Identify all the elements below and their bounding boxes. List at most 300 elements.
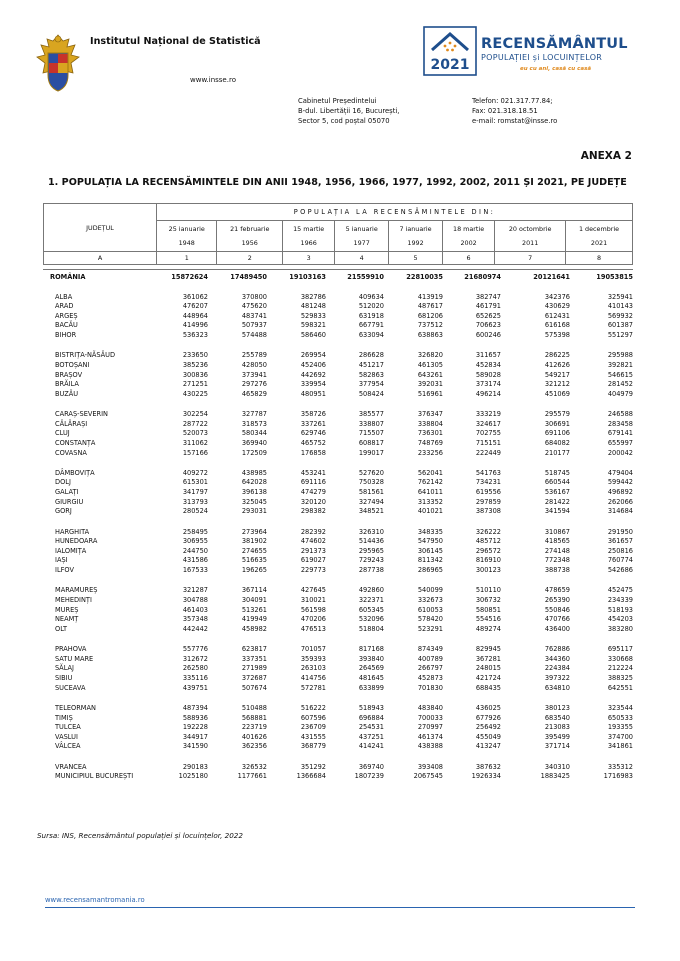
county-name: PRAHOVA [55,645,87,654]
census-date-header [283,221,335,252]
census-year: 2002 [460,239,477,247]
population-value: 608817 [358,438,384,447]
contact-block [472,96,557,126]
population-value: 485712 [475,537,501,546]
population-value: 496892 [607,488,633,497]
table-row [43,537,633,547]
population-value: 327787 [241,410,267,419]
population-value: 172509 [241,448,267,457]
population-value: 476513 [300,624,326,633]
county-name: DOLJ [55,478,71,487]
county-name: OLT [55,624,67,633]
county-name: BRAȘOV [55,370,83,379]
email[interactable]: e-mail: romstat@insse.ro [472,117,558,125]
population-value: 580344 [241,429,267,438]
census-date-header [389,221,443,252]
population-value: 351292 [300,762,326,771]
table-row [43,469,633,479]
population-value: 409272 [182,468,208,477]
population-value: 306955 [182,537,208,546]
population-value: 430629 [544,302,570,311]
county-name: GIURGIU [55,497,84,506]
population-value: 271251 [182,380,208,389]
population-value: 313793 [182,497,208,506]
population-value: 455049 [475,732,501,741]
population-value: 21680974 [464,273,501,281]
population-value: 338807 [358,419,384,428]
population-value: 536167 [544,488,570,497]
population-value: 388325 [607,673,633,682]
address-block [298,96,399,126]
census-2021-logo-icon [423,26,477,76]
population-value: 325045 [241,497,267,506]
population-value: 641011 [417,488,443,497]
table-row [43,547,633,557]
population-value: 541763 [475,468,501,477]
population-value: 323544 [607,703,633,712]
census-date: 25 ianuarie [168,225,205,233]
population-value: 715151 [475,438,501,447]
population-value: 325941 [607,292,633,301]
population-value: 258495 [182,527,208,536]
population-value: 691106 [544,429,570,438]
census-date-header [495,221,566,252]
population-value: 507937 [241,321,267,330]
population-value: 224384 [544,664,570,673]
census-date: 20 octombrie [508,225,552,233]
population-value: 339954 [300,380,326,389]
population-value: 310867 [544,527,570,536]
population-value: 520073 [182,429,208,438]
population-value: 633899 [358,683,384,692]
population-value: 254531 [358,723,384,732]
column-index: 6 [442,252,494,265]
population-value: 569932 [607,311,633,320]
population-value: 691116 [300,478,326,487]
column-index: 5 [389,252,443,265]
column-index: 8 [566,252,633,265]
population-value: 250816 [607,546,633,555]
population-value: 1366684 [296,772,326,781]
population-value: 619556 [475,488,501,497]
population-value: 532096 [358,615,384,624]
population-value: 633094 [358,330,384,339]
census-logo-subtitle: POPULAȚIEI și LOCUINȚELOR [481,53,603,62]
population-value: 368779 [300,742,326,751]
population-value: 21559910 [347,273,384,281]
population-value: 236709 [300,723,326,732]
population-value: 387632 [475,762,501,771]
population-value: 311062 [182,438,208,447]
census-super-header: POPULAȚIA LA RECENSĂMINTELE DIN: [157,204,633,221]
population-value: 381902 [241,537,267,546]
population-value: 335116 [182,673,208,682]
population-value: 373941 [241,370,267,379]
population-value: 332673 [417,596,443,605]
population-value: 652625 [475,311,501,320]
institute-website[interactable]: www.insse.ro [190,76,236,84]
population-value: 255789 [241,351,267,360]
table-row [43,390,633,400]
population-value: 223719 [241,723,267,732]
population-value: 760774 [607,556,633,565]
county-name: DÂMBOVIȚA [55,468,95,477]
population-value: 326820 [417,351,443,360]
census-year: 2011 [522,239,539,247]
population-value: 222449 [475,448,501,457]
population-value: 610053 [417,605,443,614]
population-value: 1025180 [178,772,208,781]
column-index: 4 [335,252,389,265]
population-value: 817168 [358,645,384,654]
population-value: 436025 [475,703,501,712]
population-value: 507674 [241,683,267,692]
population-value: 461403 [182,605,208,614]
population-value: 696884 [358,713,384,722]
table-row [43,449,633,459]
population-value: 660544 [544,478,570,487]
population-value: 321287 [182,586,208,595]
population-value: 397322 [544,673,570,682]
population-value: 291373 [300,546,326,555]
population-value: 412626 [544,360,570,369]
population-value: 452834 [475,360,501,369]
population-value: 487617 [417,302,443,311]
table-row [43,371,633,381]
population-value: 561598 [300,605,326,614]
population-value: 516961 [417,389,443,398]
population-value: 516635 [241,556,267,565]
population-value: 465752 [300,438,326,447]
population-value: 212224 [607,664,633,673]
table-row [43,361,633,371]
population-value: 475620 [241,302,267,311]
census-year: 1948 [178,239,195,247]
population-value: 638863 [417,330,443,339]
table-row [43,684,633,694]
population-value: 382747 [475,292,501,301]
population-value: 737512 [417,321,443,330]
table-row [43,772,633,782]
population-value: 341590 [182,742,208,751]
population-value: 371714 [544,742,570,751]
population-value: 298382 [300,507,326,516]
population-value: 1807239 [354,772,384,781]
table-row [43,596,633,606]
county-column-header: JUDEȚUL [44,204,157,252]
table-row [43,674,633,684]
population-value: 701830 [417,683,443,692]
table-row [43,488,633,498]
population-value: 684082 [544,438,570,447]
population-value: 341594 [544,507,570,516]
population-value: 518943 [358,703,384,712]
census-table-body [43,273,633,793]
population-value: 483741 [241,311,267,320]
population-value: 414756 [300,673,326,682]
population-value: 427645 [300,586,326,595]
population-value: 287722 [182,419,208,428]
population-value: 557776 [182,645,208,654]
population-value: 192228 [182,723,208,732]
population-value: 452406 [300,360,326,369]
county-name: TULCEA [55,723,81,732]
population-value: 438388 [417,742,443,751]
table-row [43,439,633,449]
population-value: 322371 [358,596,384,605]
population-value: 367114 [241,586,267,595]
population-value: 193355 [607,723,633,732]
census-date-header [217,221,283,252]
population-value: 413247 [475,742,501,751]
population-value: 598321 [300,321,326,330]
population-value: 341797 [182,488,208,497]
population-value: 458982 [241,624,267,633]
population-value: 588936 [182,713,208,722]
document-title: 1. POPULAȚIA LA RECENSĂMINTELE DIN ANII 1948, 1956, 1966, 1977, 1992, 2002, 2011 ȘI 2021, PE JUDEȚE [48,177,627,188]
population-value: 470766 [544,615,570,624]
population-value: 750328 [358,478,384,487]
table-row [43,302,633,312]
population-value: 454203 [607,615,633,624]
population-value: 395499 [544,732,570,741]
population-value: 326222 [475,527,501,536]
population-value: 410143 [607,302,633,311]
population-value: 461305 [417,360,443,369]
county-name: MUNICIPIUL BUCUREȘTI [55,772,134,781]
population-value: 437251 [358,732,384,741]
population-value: 465829 [241,389,267,398]
population-value: 321212 [544,380,570,389]
source-note: Sursa: INS, Recensământul populației și locuințelor, 2022 [37,831,243,840]
population-value: 762886 [544,645,570,654]
population-value: 518193 [607,605,633,614]
population-value: 619027 [300,556,326,565]
population-value: 529833 [300,311,326,320]
population-value: 681206 [417,311,443,320]
population-value: 324617 [475,419,501,428]
table-row [43,351,633,361]
county-name: TELEORMAN [55,703,96,712]
population-value: 376347 [417,410,443,419]
population-value: 409634 [358,292,384,301]
population-value: 318573 [241,419,267,428]
population-value: 361062 [182,292,208,301]
population-value: 157166 [182,448,208,457]
population-value: 271989 [241,664,267,673]
population-value: 234339 [607,596,633,605]
table-row [43,273,633,283]
population-value: 293031 [241,507,267,516]
table-row [43,556,633,566]
county-name: BACĂU [55,321,78,330]
population-value: 361657 [607,537,633,546]
population-value: 438985 [241,468,267,477]
table-row [43,606,633,616]
population-value: 295965 [358,546,384,555]
population-value: 400789 [417,654,443,663]
population-value: 734231 [475,478,501,487]
population-value: 372687 [241,673,267,682]
population-value: 430225 [182,389,208,398]
population-value: 19053815 [596,273,633,281]
county-name: ARAD [55,302,74,311]
population-value: 536323 [182,330,208,339]
census-date: 18 martie [453,225,485,233]
population-value: 551297 [607,330,633,339]
population-value: 291950 [607,527,633,536]
population-value: 510488 [241,703,267,712]
population-value: 470206 [300,615,326,624]
population-value: 413919 [417,292,443,301]
footer-url[interactable]: www.recensamantromania.ro [45,896,145,904]
population-value: 310021 [300,596,326,605]
population-value: 431555 [300,732,326,741]
population-value: 286628 [358,351,384,360]
population-value: 396138 [241,488,267,497]
population-value: 461374 [417,732,443,741]
census-date-header [157,221,217,252]
population-value: 483840 [417,703,443,712]
population-value: 589028 [475,370,501,379]
population-value: 2067545 [413,772,443,781]
population-value: 1716983 [603,772,633,781]
county-name: MARAMUREȘ [55,586,98,595]
county-name: ILFOV [55,566,74,575]
table-row [43,566,633,576]
census-year: 1977 [353,239,370,247]
population-value: 359393 [300,654,326,663]
population-value: 313352 [417,497,443,506]
population-value: 581561 [358,488,384,497]
census-year: 1956 [241,239,258,247]
population-value: 233650 [182,351,208,360]
population-value: 358726 [300,410,326,419]
census-date: 7 ianuarie [399,225,432,233]
population-value: 370800 [241,292,267,301]
population-value: 695117 [607,645,633,654]
population-value: 650533 [607,713,633,722]
population-value: 304788 [182,596,208,605]
population-value: 246588 [607,410,633,419]
population-value: 296572 [475,546,501,555]
population-value: 487394 [182,703,208,712]
address-line: Cabinetul Președintelui [298,97,377,105]
population-value: 210177 [544,448,570,457]
population-value: 874349 [417,645,443,654]
population-value: 677926 [475,713,501,722]
population-value: 476207 [182,302,208,311]
population-value: 481248 [300,302,326,311]
population-value: 256492 [475,723,501,732]
population-value: 369940 [241,438,267,447]
population-value: 265390 [544,596,570,605]
population-value: 605345 [358,605,384,614]
county-name: COVASNA [55,448,87,457]
population-value: 312672 [182,654,208,663]
population-value: 715507 [358,429,384,438]
population-value: 283458 [607,419,633,428]
census-date-header [335,221,389,252]
population-value: 262066 [607,497,633,506]
population-value: 200042 [607,448,633,457]
population-value: 453241 [300,468,326,477]
population-value: 314684 [607,507,633,516]
population-value: 176858 [300,448,326,457]
population-value: 297859 [475,497,501,506]
population-value: 679141 [607,429,633,438]
population-value: 623817 [241,645,267,654]
population-value: 643261 [417,370,443,379]
county-name: GALAȚI [55,488,79,497]
population-value: 729243 [358,556,384,565]
population-value: 213083 [544,723,570,732]
population-value: 327494 [358,497,384,506]
population-value: 428050 [241,360,267,369]
table-row [43,321,633,331]
population-value: 263103 [300,664,326,673]
population-value: 478659 [544,586,570,595]
county-name: BISTRIȚA-NĂSĂUD [55,351,116,360]
population-value: 196265 [241,566,267,575]
population-value: 431586 [182,556,208,565]
population-value: 306145 [417,546,443,555]
population-value: 266797 [417,664,443,673]
population-value: 461791 [475,302,501,311]
population-value: 20121641 [533,273,570,281]
population-value: 702755 [475,429,501,438]
table-row [43,586,633,596]
population-value: 489274 [475,624,501,633]
population-value: 264569 [358,664,384,673]
table-row [43,331,633,341]
table-row [43,380,633,390]
population-value: 667791 [358,321,384,330]
table-row [43,293,633,303]
population-value: 510110 [475,586,501,595]
population-value: 474602 [300,537,326,546]
population-value: 385236 [182,360,208,369]
county-name: TIMIȘ [55,713,73,722]
census-year: 2021 [590,239,608,247]
population-value: 382786 [300,292,326,301]
population-value: 393840 [358,654,384,663]
population-value: 387308 [475,507,501,516]
county-name: VRANCEA [55,762,87,771]
population-value: 549217 [544,370,570,379]
population-value: 811342 [417,556,443,565]
county-name: ARGEȘ [55,311,78,320]
population-value: 385577 [358,410,384,419]
population-value: 547950 [417,537,443,546]
population-value: 436400 [544,624,570,633]
census-date-header [566,221,633,252]
county-name: GORJ [55,507,72,516]
population-value: 344917 [182,732,208,741]
population-value: 229773 [300,566,326,575]
population-value: 642028 [241,478,267,487]
table-row [43,507,633,517]
population-value: 300123 [475,566,501,575]
table-row [43,655,633,665]
county-name: MEHEDINȚI [55,596,92,605]
table-row [43,742,633,752]
census-logo-tagline: eu cu ani, casă cu casă [520,66,592,72]
census-date: 1 decembrie [578,225,620,233]
population-value: 452475 [607,586,633,595]
institute-name: Institutul Național de Statistică [90,36,261,47]
population-value: 700033 [417,713,443,722]
